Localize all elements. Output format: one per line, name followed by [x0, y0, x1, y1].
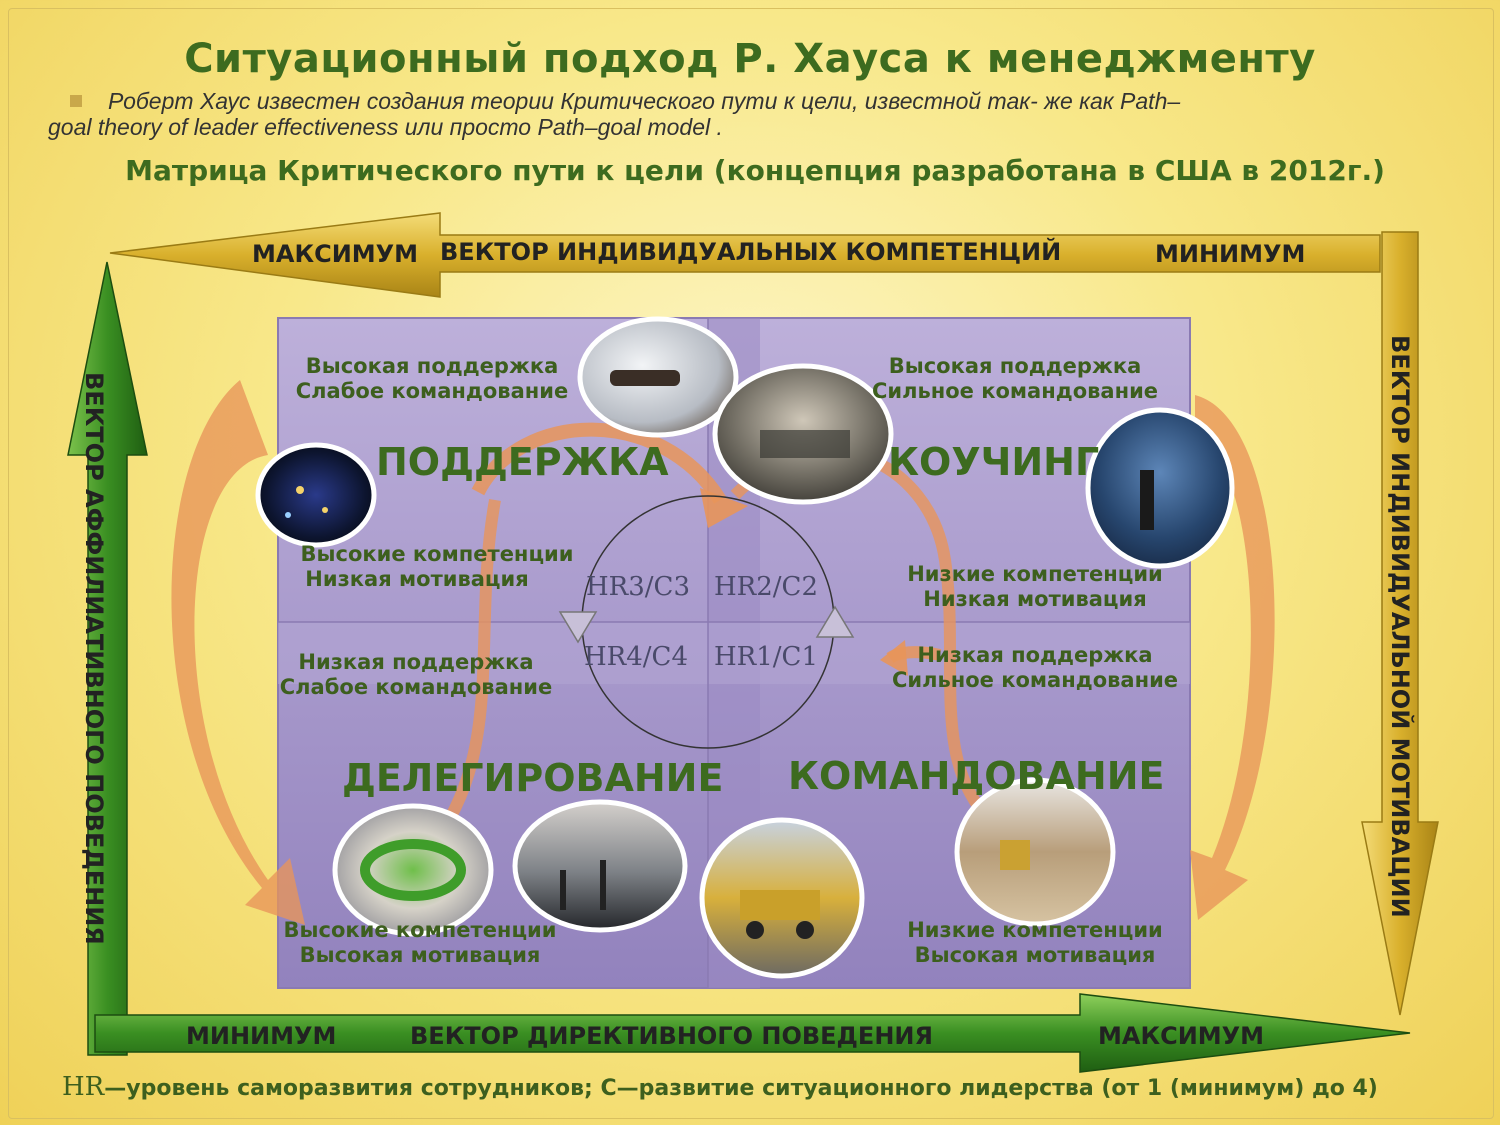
code-coaching: HR2/C2 — [714, 572, 818, 602]
top-axis-min-label: МИНИМУМ — [1155, 240, 1306, 268]
photo-snow-sledge — [580, 319, 736, 435]
photo-night-lights — [258, 445, 374, 545]
delegation-staff-line1: Высокие компетенции — [283, 918, 557, 942]
support-staff-line1: Высокие компетенции — [300, 542, 574, 566]
bottom-axis-max-label: МАКСИМУМ — [1098, 1022, 1265, 1050]
right-axis-title: ВЕКТОР ИНДИВИДУАЛЬНОЙ МОТИВАЦИИ — [1386, 335, 1414, 918]
footer-legend — [62, 1072, 1482, 1102]
matrix-subtitle: Матрица Критического пути к цели (концепция разработана в США в 2012г.) — [125, 154, 1385, 187]
commanding-staff-caption — [895, 918, 1175, 968]
quadrant-commanding-title: КОМАНДОВАНИЕ — [788, 754, 1165, 798]
coaching-staff-caption — [895, 562, 1175, 612]
support-staff-caption — [292, 542, 582, 592]
commanding-style-caption — [890, 643, 1180, 693]
coaching-style-line2: Сильное командование — [871, 379, 1159, 403]
coaching-staff-line2: Низкая мотивация — [923, 587, 1147, 611]
intro-body: Роберт Хаус известен создания теории Критического пути к цели, известной так- же как Path–goal theory of leader effectiveness или просто Path–goal model . — [48, 88, 1181, 140]
support-staff-line2: Низкая мотивация — [305, 567, 529, 591]
photo-meeting-room — [715, 366, 891, 502]
top-axis-max-label: МАКСИМУМ — [252, 240, 419, 268]
top-axis-title: ВЕКТОР ИНДИВИДУАЛЬНЫХ КОМПЕТЕНЦИЙ — [440, 238, 1062, 266]
delegation-style-line2: Слабое командование — [279, 675, 553, 699]
quadrant-support-title: ПОДДЕРЖКА — [376, 440, 669, 484]
commanding-staff-line1: Низкие компетенции — [907, 918, 1163, 942]
support-style-line1: Высокая поддержка — [305, 354, 559, 378]
left-axis-title: ВЕКТОР АФФИЛИАТИВНОГО ПОВЕДЕНИЯ — [80, 372, 108, 945]
photo-engineering-workshop — [1088, 410, 1232, 566]
delegation-style-line1: Низкая поддержка — [298, 650, 534, 674]
support-style-caption — [292, 354, 572, 404]
slide-title: Ситуационный подход Р. Хауса к менеджменту — [184, 36, 1316, 82]
code-commanding: HR1/C1 — [714, 642, 818, 672]
commanding-style-line1: Низкая поддержка — [917, 643, 1153, 667]
commanding-staff-line2: Высокая мотивация — [914, 943, 1156, 967]
photo-mining-trucks — [702, 820, 862, 976]
coaching-staff-line1: Низкие компетенции — [907, 562, 1163, 586]
support-style-line2: Слабое командование — [295, 379, 569, 403]
quadrant-coaching-title: КОУЧИНГ — [888, 440, 1100, 484]
coaching-style-line1: Высокая поддержка — [888, 354, 1142, 378]
code-support: HR3/C3 — [586, 572, 690, 602]
photo-power-plant — [515, 802, 685, 930]
footer-hr-term: HR — [62, 1072, 105, 1102]
commanding-style-line2: Сильное командование — [891, 668, 1179, 692]
footer-text: —уровень саморазвития сотрудников; С—развитие ситуационного лидерства (от 1 (минимум) до 4) — [104, 1076, 1378, 1101]
quadrant-delegation-title: ДЕЛЕГИРОВАНИЕ — [342, 756, 724, 800]
bottom-axis-title: ВЕКТОР ДИРЕКТИВНОГО ПОВЕДЕНИЯ — [410, 1022, 933, 1050]
bottom-axis-min-label: МИНИМУМ — [186, 1022, 337, 1050]
delegation-style-caption — [278, 650, 554, 700]
delegation-staff-line2: Высокая мотивация — [299, 943, 541, 967]
coaching-style-caption — [870, 354, 1160, 404]
code-delegation: HR4/C4 — [584, 642, 688, 672]
delegation-staff-caption — [280, 918, 560, 968]
photo-round-table-figures — [335, 806, 491, 934]
photo-industrial-site — [957, 780, 1113, 924]
